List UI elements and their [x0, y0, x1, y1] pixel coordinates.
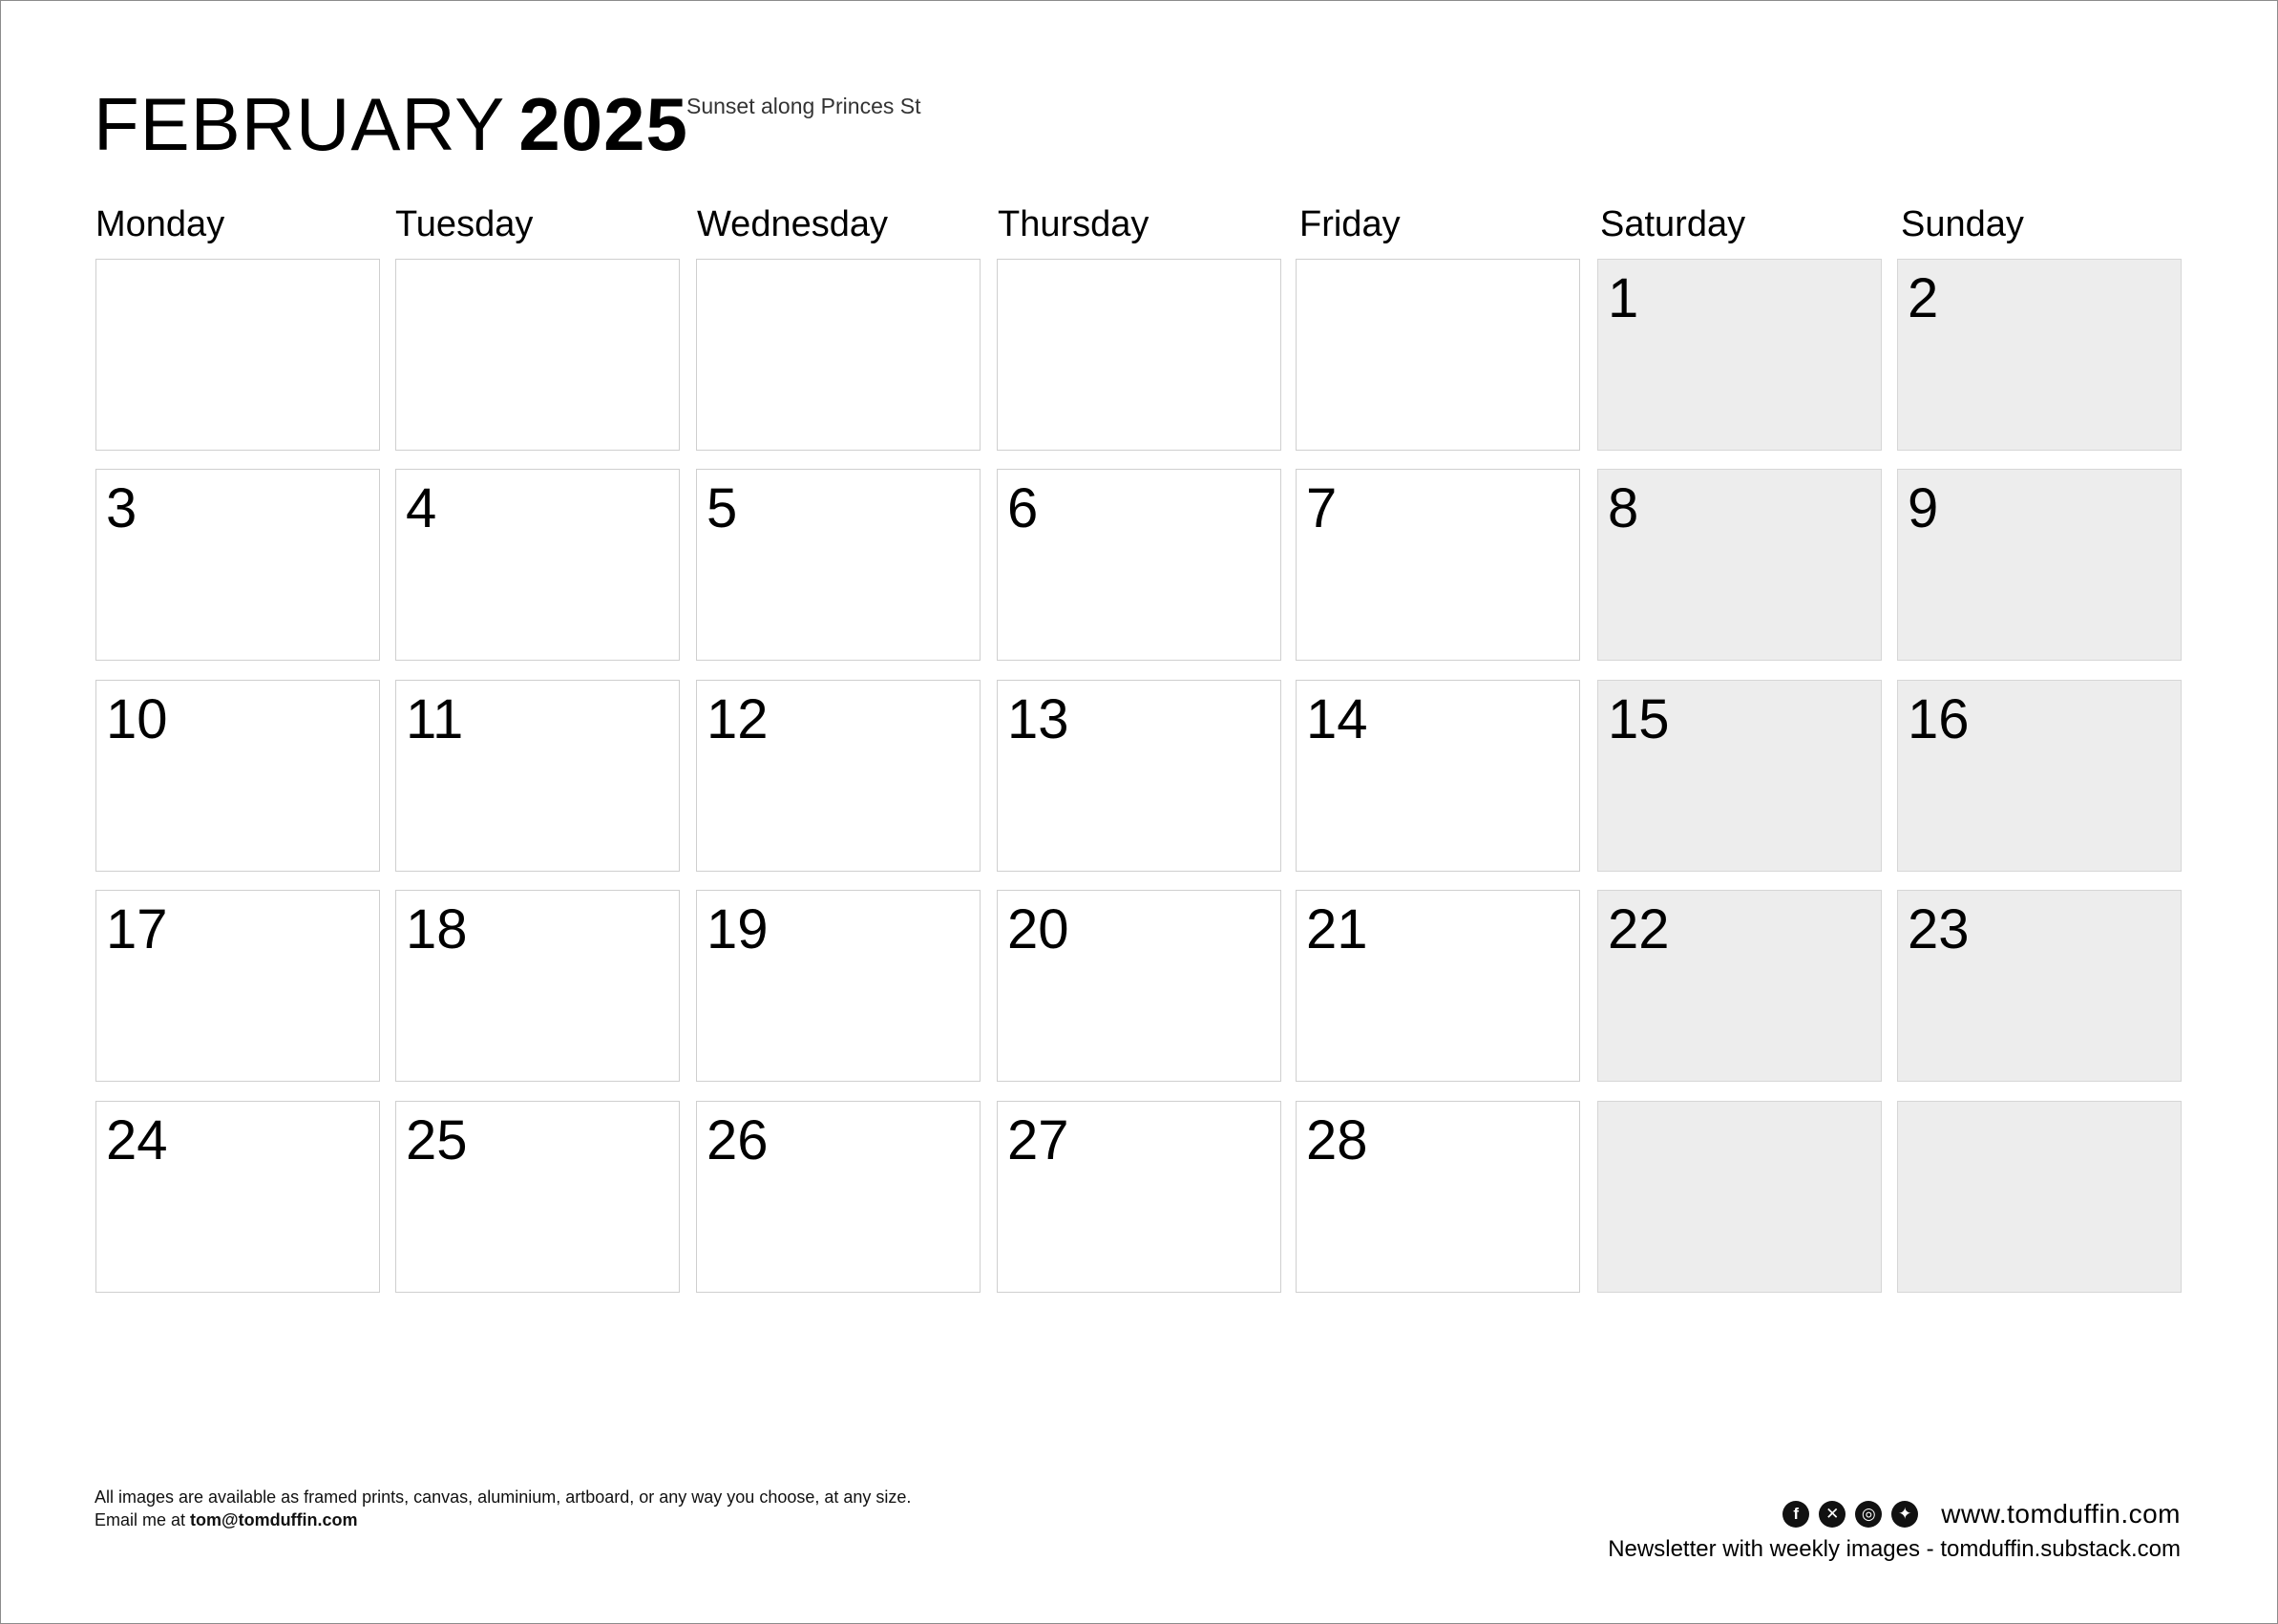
- day-number: 27: [1007, 1109, 1069, 1171]
- day-number: 12: [707, 688, 769, 750]
- website-link[interactable]: www.tomduffin.com: [1941, 1499, 2181, 1529]
- day-number: 11: [406, 688, 464, 750]
- day-cell: [1296, 890, 1580, 1082]
- day-cell: [395, 680, 680, 872]
- day-number: 10: [106, 688, 168, 750]
- email-address[interactable]: tom@tomduffin.com: [190, 1510, 358, 1529]
- day-cell: [1897, 890, 2182, 1082]
- footer-info: [95, 1486, 911, 1531]
- weekday-tuesday: Tuesday: [395, 204, 534, 244]
- empty-day-cell: [1296, 259, 1580, 451]
- weekday-monday: Monday: [95, 204, 225, 244]
- day-number: 15: [1608, 688, 1670, 750]
- photo-caption: Sunset along Princes St: [686, 94, 921, 118]
- day-cell: [95, 469, 380, 661]
- weekday-wednesday: Wednesday: [697, 204, 888, 244]
- email-line: [95, 1508, 911, 1531]
- day-cell: [696, 680, 981, 872]
- day-number: 21: [1306, 898, 1368, 960]
- day-number: 14: [1306, 688, 1368, 750]
- weekday-friday: Friday: [1299, 204, 1401, 244]
- day-number: 18: [406, 898, 468, 960]
- day-cell: [95, 1101, 380, 1293]
- day-cell: [395, 890, 680, 1082]
- day-number: 4: [406, 477, 437, 539]
- day-cell: [395, 1101, 680, 1293]
- weekday-thursday: Thursday: [998, 204, 1150, 244]
- newsletter-line[interactable]: Newsletter with weekly images - tomduffin.substack.com: [1608, 1536, 2181, 1562]
- day-cell: [997, 890, 1281, 1082]
- day-number: 9: [1908, 477, 1939, 539]
- empty-day-cell: [395, 259, 680, 451]
- empty-day-cell: [95, 259, 380, 451]
- day-number: 17: [106, 898, 168, 960]
- day-cell: [95, 890, 380, 1082]
- availability-note: All images are available as framed prints, canvas, aluminium, artboard, or any way you choose, at any size.: [95, 1487, 912, 1507]
- website-line: [1608, 1495, 2181, 1533]
- day-cell: [1296, 469, 1580, 661]
- day-cell: [997, 469, 1281, 661]
- instagram-icon[interactable]: ◎: [1855, 1501, 1882, 1528]
- day-number: 24: [106, 1109, 168, 1171]
- title-year: 2025: [518, 82, 688, 166]
- day-cell: [696, 1101, 981, 1293]
- title-month: FEBRUARY: [94, 82, 506, 166]
- weekday-saturday: Saturday: [1600, 204, 1746, 244]
- day-cell: [696, 890, 981, 1082]
- day-cell: [997, 680, 1281, 872]
- day-cell: [1597, 259, 1882, 451]
- day-number: 5: [707, 477, 738, 539]
- day-cell: [696, 469, 981, 661]
- day-cell: [95, 680, 380, 872]
- bluesky-icon[interactable]: ✦: [1891, 1501, 1918, 1528]
- day-number: 16: [1908, 688, 1970, 750]
- footer-links: [1608, 1495, 2181, 1566]
- day-cell: [1897, 259, 2182, 451]
- day-number: 13: [1007, 688, 1069, 750]
- day-cell: [1597, 680, 1882, 872]
- day-number: 28: [1306, 1109, 1368, 1171]
- facebook-icon[interactable]: f: [1782, 1501, 1809, 1528]
- day-number: 2: [1908, 267, 1939, 329]
- day-cell: [1296, 680, 1580, 872]
- day-cell: [1597, 890, 1882, 1082]
- day-number: 6: [1007, 477, 1039, 539]
- empty-day-cell: [997, 259, 1281, 451]
- day-number: 7: [1306, 477, 1338, 539]
- day-number: 19: [707, 898, 769, 960]
- day-number: 23: [1908, 898, 1970, 960]
- empty-day-cell: [1597, 1101, 1882, 1293]
- empty-day-cell: [1897, 1101, 2182, 1293]
- weekday-sunday: Sunday: [1901, 204, 2024, 244]
- empty-day-cell: [696, 259, 981, 451]
- day-number: 3: [106, 477, 137, 539]
- day-number: 22: [1608, 898, 1670, 960]
- day-number: 25: [406, 1109, 468, 1171]
- day-cell: [395, 469, 680, 661]
- day-number: 1: [1608, 267, 1639, 329]
- x-icon[interactable]: ✕: [1819, 1501, 1846, 1528]
- day-number: 26: [707, 1109, 769, 1171]
- day-cell: [1597, 469, 1882, 661]
- day-cell: [997, 1101, 1281, 1293]
- day-cell: [1296, 1101, 1580, 1293]
- day-number: 20: [1007, 898, 1069, 960]
- day-cell: [1897, 469, 2182, 661]
- day-number: 8: [1608, 477, 1639, 539]
- day-cell: [1897, 680, 2182, 872]
- email-prefix: Email me at: [95, 1510, 191, 1529]
